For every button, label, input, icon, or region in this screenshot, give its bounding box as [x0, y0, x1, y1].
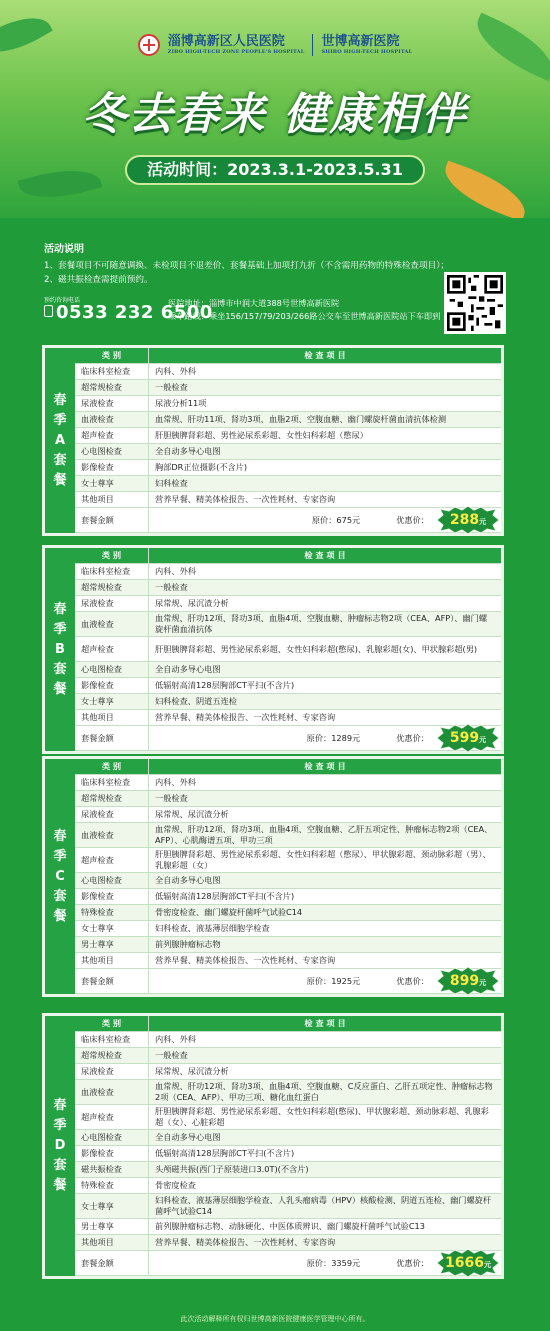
- decor-leaf: [437, 161, 533, 218]
- row-items: 妇科检查、阴道五连检: [155, 696, 237, 706]
- table-row: [75, 873, 501, 889]
- qr-code-icon: [447, 275, 503, 331]
- phone-number[interactable]: 0533 232 6500: [56, 302, 213, 323]
- row-category: 女士尊享: [75, 694, 149, 709]
- table-header: [75, 759, 501, 775]
- package-name-text: 春季D套餐: [53, 1098, 67, 1193]
- discount-badge: [435, 724, 501, 752]
- row-category: 血液检查: [75, 823, 149, 847]
- discount-price-value: 1666: [445, 1255, 484, 1271]
- hospital-name-en: SHIBO HIGH-TECH HOSPITAL: [321, 48, 413, 55]
- row-items: 胸部DR正位摄影(不含片): [155, 462, 248, 472]
- table-row: [75, 564, 501, 580]
- price-row: [75, 508, 501, 533]
- price-values: [149, 1251, 501, 1275]
- row-category: 临床科室检查: [75, 364, 149, 379]
- row-items: 营养早餐、精美体检报告、一次性耗材、专家咨询: [155, 955, 336, 965]
- row-items: 尿常规、尿沉渣分析: [155, 1066, 229, 1076]
- discount-price-unit: 元: [479, 979, 487, 987]
- row-category: 血液检查: [75, 1080, 149, 1104]
- row-items: 营养早餐、精美体检报告、一次性耗材、专家咨询: [155, 1237, 336, 1247]
- row-category: 影像检查: [75, 678, 149, 693]
- row-category: 尿液检查: [75, 596, 149, 611]
- table-header: [75, 348, 501, 364]
- table-row: [75, 1064, 501, 1080]
- row-items: 一般检查: [155, 382, 188, 392]
- row-items: 血常规、肝功12项、肾功3项、血脂4项、空腹血糖、C反应蛋白、乙肝五项定性、肿瘤标志物2项（CEA、AFP）、甲功三项、糖化血红蛋白: [155, 1081, 493, 1102]
- phone-label: 预约咨询电话: [44, 297, 81, 304]
- package-name: [45, 548, 75, 751]
- row-items: 内科、外科: [155, 566, 196, 576]
- row-items: 一般检查: [155, 582, 188, 592]
- package-card: [42, 545, 504, 754]
- table-row: [75, 1105, 501, 1130]
- row-items: 血常规、肝功12项、肾功3项、血脂4项、空腹血糖、肿瘤标志物2项（CEA、AFP）、幽门螺旋杆菌血清抗体: [155, 613, 488, 634]
- qr-code[interactable]: [444, 272, 506, 334]
- row-items: 头颅磁共振(西门子原装进口3.0T)(不含片): [155, 1164, 309, 1174]
- row-category: 女士尊享: [75, 1194, 149, 1218]
- price-values: [149, 508, 501, 532]
- table-row: [75, 662, 501, 678]
- row-category: 尿液检查: [75, 396, 149, 411]
- row-items: 前列腺肿瘤标志物: [155, 939, 221, 949]
- price-row: [75, 969, 501, 994]
- table-row: [75, 476, 501, 492]
- row-category: 超声检查: [75, 848, 149, 872]
- row-category: 血液检查: [75, 612, 149, 636]
- row-items: 骨密度检查、幽门螺旋杆菌呼气试验C14: [155, 907, 303, 917]
- row-category: 其他项目: [75, 710, 149, 725]
- header-items: 检 查 项 目: [304, 350, 346, 360]
- package-name: [45, 759, 75, 994]
- original-price-label: 原价：: [306, 975, 332, 986]
- table-row: [75, 596, 501, 612]
- price-values: [149, 969, 501, 993]
- activity-period: 活动时间：2023.3.1-2023.5.31: [125, 155, 425, 185]
- original-price: [312, 515, 360, 526]
- bus-route: 乘车路线：乘坐156/157/79/203/266路公交车至世博高新医院站下车即到: [168, 311, 441, 321]
- row-category: 女士尊享: [75, 476, 149, 491]
- discount-price-label: 优惠价：: [396, 1257, 429, 1268]
- table-row: [75, 1178, 501, 1194]
- table-row: [75, 412, 501, 428]
- total-label: 套餐金额: [75, 1251, 149, 1275]
- table-row: [75, 1194, 501, 1219]
- table-row: [75, 1032, 501, 1048]
- row-category: 心电图检查: [75, 873, 149, 888]
- original-price-label: 原价：: [306, 1257, 332, 1268]
- notes-item: 1、套餐项目不可随意调换、未检项目不退差价、套餐基础上加项打九折（不含需用药物的特殊检查项目）；: [44, 261, 450, 271]
- discount-price-unit: 元: [479, 736, 487, 744]
- row-category: 尿液检查: [75, 807, 149, 822]
- original-price: [307, 1258, 361, 1269]
- discount-price-unit: 元: [483, 1261, 491, 1269]
- row-category: 血液检查: [75, 412, 149, 427]
- package-card: [42, 345, 504, 536]
- row-items: 内科、外科: [155, 1034, 196, 1044]
- row-items: 骨密度检查: [155, 1180, 196, 1190]
- table-row: [75, 1048, 501, 1064]
- row-items: 全自动多导心电图: [155, 875, 221, 885]
- package-name: [45, 1016, 75, 1276]
- row-items: 全自动多导心电图: [155, 1132, 221, 1142]
- header-items: 检 查 项 目: [304, 550, 346, 560]
- table-row: [75, 694, 501, 710]
- row-category: 特殊检查: [75, 905, 149, 920]
- table-row: [75, 823, 501, 848]
- row-category: 心电图检查: [75, 662, 149, 677]
- original-price-label: 原价：: [306, 732, 332, 743]
- discount-price: [435, 724, 501, 752]
- table-row: [75, 444, 501, 460]
- contact-info: [44, 293, 444, 323]
- hospital-name-2: [321, 35, 412, 56]
- discount-price-unit: 元: [479, 518, 487, 526]
- hospital-name-en: ZIBO HIGH-TECH ZONE PEOPLE'S HOSPITAL: [167, 48, 305, 55]
- row-items: 一般检查: [155, 793, 188, 803]
- table-row: [75, 1162, 501, 1178]
- row-items: 肝胆胰脾肾彩超、男性泌尿系彩超、女性妇科彩超(憋尿)、乳腺彩超(女)、甲状腺彩超(男): [155, 643, 478, 654]
- header-category: 类 别: [75, 1016, 149, 1031]
- row-items: 妇科检查: [155, 478, 188, 488]
- package-name-text: 春季B套餐: [53, 601, 67, 697]
- discount-price-label: 优惠价：: [396, 514, 429, 525]
- hospital-name-cn: 世博高新医院: [321, 33, 400, 49]
- table-row: [75, 364, 501, 380]
- row-category: 超常规检查: [75, 1048, 149, 1063]
- row-items: 内科、外科: [155, 777, 196, 787]
- original-price-value: 3359元: [331, 1257, 361, 1268]
- header-category: 类 别: [75, 759, 149, 774]
- hospital-logos: [0, 34, 550, 56]
- table-row: [75, 1080, 501, 1105]
- row-items: 妇科检查、液基薄层细胞学检查: [155, 923, 270, 933]
- discount-price-value: 599: [449, 730, 480, 746]
- row-category: 其他项目: [75, 492, 149, 507]
- original-price: [307, 733, 361, 744]
- row-category: 男士尊享: [75, 1219, 149, 1234]
- table-row: [75, 580, 501, 596]
- row-category: 其他项目: [75, 1235, 149, 1250]
- row-items: 低辐射高清128层胸部CT平扫(不含片): [155, 1148, 295, 1158]
- footer-note: 此次活动解释所有权归世博高新医院健康医学管理中心所有。: [180, 1315, 370, 1323]
- row-category: 心电图检查: [75, 444, 149, 459]
- divider: [312, 34, 313, 56]
- hospital-logo-icon: [138, 34, 160, 56]
- discount-price: [435, 1249, 501, 1277]
- row-category: 特殊检查: [75, 1178, 149, 1193]
- row-category: 超声检查: [75, 637, 149, 661]
- row-items: 妇科检查、液基薄层细胞学检查、人乳头瘤病毒（HPV）核酸检测、阴道五连检、幽门螺旋杆菌呼气试验C14: [155, 1195, 492, 1216]
- original-price: [307, 976, 361, 987]
- discount-price: [435, 967, 501, 995]
- package-name-text: 春季A套餐: [53, 392, 67, 488]
- table-row: [75, 848, 501, 873]
- table-row: [75, 1219, 501, 1235]
- discount-price-label: 优惠价：: [396, 975, 429, 986]
- row-items: 全自动多导心电图: [155, 664, 221, 674]
- discount-badge: [435, 967, 501, 995]
- address-block: [168, 297, 440, 323]
- row-items: 尿液分析11项: [155, 398, 207, 408]
- table-row: [75, 921, 501, 937]
- row-items: 营养早餐、精美体检报告、一次性耗材、专家咨询: [155, 712, 336, 722]
- hospital-name-cn: 淄博高新区人民医院: [167, 33, 285, 49]
- row-category: 超声检查: [75, 428, 149, 443]
- row-category: 其他项目: [75, 953, 149, 968]
- total-label: 套餐金额: [75, 726, 149, 750]
- row-category: 女士尊享: [75, 921, 149, 936]
- header-category: 类 别: [75, 548, 149, 563]
- package-table: [75, 759, 501, 994]
- row-items: 全自动多导心电图: [155, 446, 221, 456]
- row-category: 尿液检查: [75, 1064, 149, 1079]
- row-items: 肝胆胰脾肾彩超、男性泌尿系彩超、女性妇科彩超（憋尿）: [155, 430, 368, 440]
- table-row: [75, 428, 501, 444]
- row-items: 尿常规、尿沉渣分析: [155, 809, 229, 819]
- row-category: 心电图检查: [75, 1130, 149, 1145]
- row-category: 影像检查: [75, 1146, 149, 1161]
- package-table: [75, 348, 501, 533]
- table-row: [75, 807, 501, 823]
- price-row: [75, 726, 501, 751]
- header-category: 类 别: [75, 348, 149, 363]
- notes-item: 2、磁共振检查需提前预约。: [44, 275, 153, 285]
- package-name: [45, 348, 75, 533]
- table-row: [75, 1130, 501, 1146]
- package-card: [42, 1013, 504, 1279]
- row-category: 男士尊享: [75, 937, 149, 952]
- row-category: 超常规检查: [75, 580, 149, 595]
- total-label: 套餐金额: [75, 969, 149, 993]
- table-row: [75, 612, 501, 637]
- row-items: 血常规、肝功11项、肾功3项、血脂2项、空腹血糖、幽门螺旋杆菌血清抗体检测: [155, 414, 447, 424]
- row-category: 影像检查: [75, 889, 149, 904]
- discount-price: [435, 506, 501, 534]
- package-table: [75, 1016, 501, 1276]
- package-name-text: 春季C套餐: [53, 828, 67, 924]
- discount-badge: [435, 506, 501, 534]
- header-items: 检 查 项 目: [304, 1018, 346, 1028]
- total-label: 套餐金额: [75, 508, 149, 532]
- original-price-value: 675元: [336, 514, 361, 525]
- decor-leaf: [18, 160, 103, 208]
- row-items: 低辐射高清128层胸部CT平扫(不含片): [155, 891, 295, 901]
- table-row: [75, 678, 501, 694]
- discount-price-label: 优惠价：: [396, 732, 429, 743]
- table-row: [75, 380, 501, 396]
- header-items: 检 查 项 目: [304, 761, 346, 771]
- row-items: 血常规、肝功12项、肾功3项、血脂4项、空腹血糖、乙肝五项定性、肿瘤标志物2项（CEA、AFP）、心肌酶谱五项、甲功三项: [155, 824, 493, 845]
- original-price-label: 原价：: [311, 514, 337, 525]
- hospital-name-1: [168, 35, 305, 56]
- row-items: 低辐射高清128层胸部CT平扫(不含片): [155, 680, 295, 690]
- original-price-value: 1289元: [331, 732, 361, 743]
- page-title: 冬去春来 健康相伴: [82, 89, 468, 140]
- table-header: [75, 1016, 501, 1032]
- table-row: [75, 1146, 501, 1162]
- discount-badge: [435, 1249, 501, 1277]
- package-card: [42, 756, 504, 997]
- row-items: 内科、外科: [155, 366, 196, 376]
- phone-icon: [44, 305, 53, 317]
- row-items: 前列腺肿瘤标志物、动脉硬化、中医体质辨识、幽门螺旋杆菌呼气试验C13: [155, 1221, 425, 1231]
- row-category: 磁共振检查: [75, 1162, 149, 1177]
- row-category: 临床科室检查: [75, 775, 149, 790]
- table-row: [75, 905, 501, 921]
- price-row: [75, 1251, 501, 1276]
- row-category: 临床科室检查: [75, 564, 149, 579]
- row-category: 超常规检查: [75, 380, 149, 395]
- discount-price-value: 288: [449, 512, 480, 528]
- table-row: [75, 775, 501, 791]
- row-category: 超常规检查: [75, 791, 149, 806]
- table-row: [75, 937, 501, 953]
- header-banner: [0, 0, 550, 218]
- hospital-address: 医院地址：淄博市中润大道388号世博高新医院: [168, 298, 340, 308]
- row-items: 尿常规、尿沉渣分析: [155, 598, 229, 608]
- row-items: 肝胆胰脾肾彩超、男性泌尿系彩超、女性妇科彩超(憋尿)、甲状腺彩超、颈动脉彩超、乳腺彩超（女）、心脏彩超: [155, 1106, 489, 1127]
- notes-title: 活动说明: [44, 244, 84, 255]
- row-items: 一般检查: [155, 1050, 188, 1060]
- table-row: [75, 637, 501, 662]
- package-table: [75, 548, 501, 751]
- price-values: [149, 726, 501, 750]
- row-items: 肝胆胰脾肾彩超、男性泌尿系彩超、女性妇科彩超（憋尿）、甲状腺彩超、颈动脉彩超（男）、乳腺彩超（女）: [155, 849, 491, 870]
- table-row: [75, 791, 501, 807]
- table-row: [75, 396, 501, 412]
- table-header: [75, 548, 501, 564]
- table-row: [75, 460, 501, 476]
- row-items: 营养早餐、精美体检报告、一次性耗材、专家咨询: [155, 494, 336, 504]
- table-row: [75, 889, 501, 905]
- row-category: 影像检查: [75, 460, 149, 475]
- row-category: 临床科室检查: [75, 1032, 149, 1047]
- row-category: 超声检查: [75, 1105, 149, 1129]
- original-price-value: 1925元: [331, 975, 361, 986]
- discount-price-value: 899: [449, 973, 480, 989]
